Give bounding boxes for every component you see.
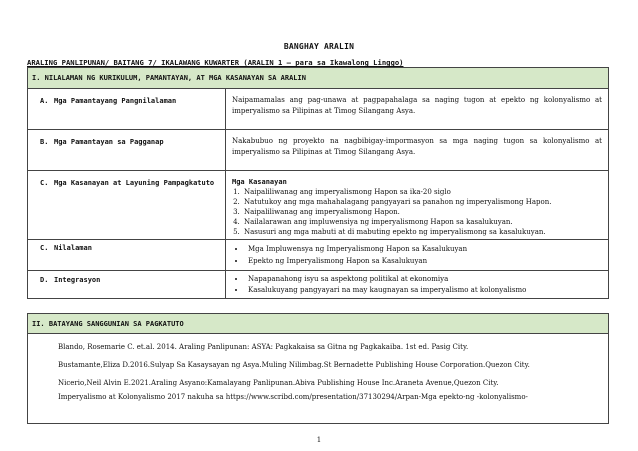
row-label: Mga Pamantayang Pangnilalaman (54, 97, 177, 105)
reference-item: Blando, Rosemarie C. et.al. 2014. Araling Panlipunan: ASYA: Pagkakaisa sa Gitna ng Pagkakaiba. 1st ed. Pasig City. (58, 343, 469, 351)
table-row-competencies (28, 171, 608, 239)
table-row-integration (28, 271, 608, 299)
row-value: Naipamamalas ang pag-unawa at pagpapahalaga sa naging tugon at epekto ng kolonyalismo at imperyalismo sa Pilipinas at Timog Silangang Asya. (232, 96, 602, 115)
row-value: Nakabubuo ng proyekto na nagbibigay-impormasyon sa mga naging tugon sa kolonyalismo at imperyalismo sa Pilipinas at Timog Silangang Asya. (232, 137, 602, 156)
reference-item: Bustamante,Eliza D.2016.Sulyap Sa Kasaysayan ng Asya.Muling Nilimbag.St Bernadette Publishing House Corporation.Quezon City. (58, 361, 530, 369)
competencies-list (232, 187, 602, 237)
list-item: 1. Naipaliliwanag ang imperyalismong Hapon sa ika-20 siglo (242, 187, 602, 197)
list-item: • Napapanahong isyu sa aspektong politikal at ekonomiya (246, 274, 602, 285)
table-row-content-standards (28, 89, 608, 129)
row-label: Nilalaman (54, 244, 92, 252)
reference-item: Imperyalismo at Kolonyalismo 2017 nakuha sa https://www.scribd.com/presentation/37130294/Arpan-Mga epekto-ng -kolonyalismo- (58, 393, 528, 401)
table-row-content (28, 240, 608, 270)
list-item: 5. Nasusuri ang mga mabuti at di mabuting epekto ng imperyalismong sa kasalukuyan. (242, 227, 602, 237)
content-list (232, 243, 602, 267)
page-number: 1 (316, 436, 322, 444)
row-key: D. (40, 276, 49, 284)
list-item: • Epekto ng Imperyalismong Hapon sa Kasalukuyan (246, 255, 602, 267)
list-item: 3. Naipaliliwanag ang imperyalismong Hapon. (242, 207, 602, 217)
row-label: Mga Pamantayan sa Pagganap (54, 138, 164, 146)
references-list (58, 336, 606, 409)
document-subtitle: ARALING PANLIPUNAN/ BAITANG 7/ IKALAWANG KUWARTER (ARALIN 1 – para sa Ikawalong Linggo) (27, 58, 404, 67)
row-key: C. (40, 179, 49, 187)
reference-item: Nicerio,Neil Alvin E.2021.Araling Asyano:Kamalayang Panlipunan.Abiva Publishing House Inc.Araneta Avenue,Quezon City. (58, 379, 499, 387)
list-item: • Kasalukuyang pangyayari na may kaugnayan sa imperyalismo at kolonyalismo (246, 285, 602, 296)
document-title: BANGHAY ARALIN (283, 42, 355, 51)
row-label: Integrasyon (54, 276, 101, 284)
curriculum-table (27, 67, 609, 299)
list-item: • Mga Impluwensya ng Imperyalismong Hapon sa Kasalukuyan (246, 243, 602, 255)
list-item: 2. Natutukoy ang mga mahahalagang pangyayari sa panahon ng imperyalismong Hapon. (242, 197, 602, 207)
row-label: Mga Kasanayan at Layuning Pampagkatuto (54, 179, 215, 187)
list-item: 4. Nailalarawan ang impluwensiya ng imperyalismong Hapon sa kasalukuyan. (242, 217, 602, 227)
row-key: C. (40, 244, 49, 252)
references-table (27, 313, 609, 424)
competencies-heading: Mga Kasanayan (232, 178, 287, 186)
section2-heading: II. BATAYANG SANGGUNIAN SA PAGKATUTO (28, 314, 608, 334)
table-row-performance-standards (28, 130, 608, 170)
integration-list (232, 274, 602, 295)
section1-heading: I. NILALAMAN NG KURIKULUM, PAMANTAYAN, AT MGA KASANAYAN SA ARALIN (28, 68, 608, 89)
row-key: B. (40, 138, 49, 146)
row-key: A. (40, 97, 49, 105)
